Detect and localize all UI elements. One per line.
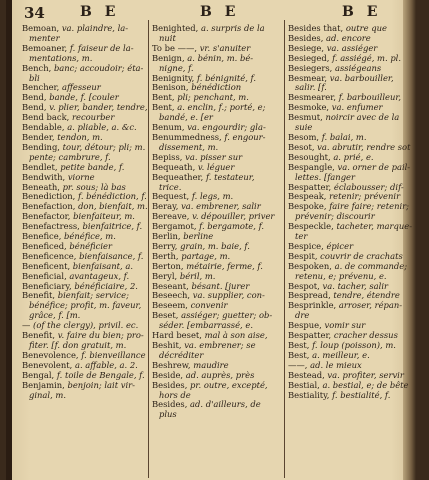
entry-headword: Benignity, (152, 72, 195, 83)
entry-definition: outre que (345, 23, 387, 33)
entry-headword: Benevolence, (22, 349, 79, 360)
entry-definition: tendon, m. (57, 131, 103, 142)
column-header-1: B E (80, 4, 120, 20)
dictionary-entry (152, 381, 278, 401)
entry-headword: Berth, (152, 250, 179, 261)
entry-headword: Benefactress, (22, 221, 80, 232)
dictionary-entry (152, 341, 278, 361)
entry-definition: a. prié, e. (333, 151, 374, 162)
entry-definition: va. profiter, servir (327, 369, 404, 380)
entry-headword: Beneath, (22, 181, 60, 192)
entry-definition: banc; accoudoir; éta-bli (29, 62, 144, 83)
entry-definition: v. léguer (197, 161, 235, 172)
entry-definition: va. tacher, salir (322, 280, 389, 291)
entry-definition: métairie, ferme, f. (186, 260, 263, 271)
entry-headword: Benighted, (152, 23, 199, 33)
entry-definition: a. bestial, e; de bête (322, 379, 409, 390)
entry-headword: Bestiality, (288, 389, 330, 400)
entry-headword: Best, (288, 349, 310, 360)
entry-definition: pli; penchant, m. (177, 92, 249, 103)
entry-definition: mal à son aise, (204, 330, 268, 341)
entry-definition: a. surpris de la nuit (159, 23, 265, 43)
entry-definition: ad. auprès, près (185, 369, 255, 380)
entry-definition: bande, f. [couler (49, 92, 119, 103)
entry-headword: Bespatter, (288, 181, 332, 192)
dictionary-entry (22, 44, 148, 64)
entry-headword: Bent, (152, 102, 175, 113)
entry-headword: Besmoke, (288, 102, 330, 113)
entry-definition: vomir sur (324, 320, 366, 331)
entry-headword: Bepiss, (152, 151, 183, 162)
entry-headword: Bendwith, (22, 171, 66, 182)
entry-definition: va. barbouiller, salir. [f. (295, 72, 394, 93)
entry-headword: Bespit, (288, 250, 318, 261)
entry-headword: Bestead, (288, 369, 325, 380)
entry-definition: va. orner de pail-lettes. [fanger (295, 161, 411, 182)
entry-headword: Beseant, (152, 280, 189, 291)
entry-definition: v. plier, bander, tendre, (49, 102, 148, 113)
entry-headword: Bemoan, (22, 23, 60, 33)
dictionary-entry (152, 311, 278, 331)
entry-definition: viorne (67, 171, 95, 182)
entry-definition: recourber (71, 112, 115, 123)
entry-headword: Bespoken, (288, 260, 332, 271)
entry-definition: petite bande, f. (60, 161, 125, 172)
dictionary-entry (152, 103, 278, 123)
entry-definition: a. bénin, m. bé-nigne, f. (159, 52, 254, 73)
dictionary-column-2 (152, 24, 278, 420)
entry-headword: Besmut, (288, 112, 323, 123)
entry-definition: épicer (326, 240, 354, 251)
entry-headword: Bespoke, (288, 201, 327, 212)
entry-headword: Bending, (22, 141, 60, 152)
dictionary-entry (288, 163, 414, 183)
entry-definition: f. bénédiction, f. (78, 191, 147, 202)
entry-definition: bénéficier (69, 240, 112, 251)
entry-definition: f. assiégé, m. pl. (332, 52, 402, 63)
entry-definition: tacheter, marque-ter (295, 221, 413, 242)
entry-definition: retenir; prévenir (329, 191, 401, 202)
entry-headword: ——, (288, 359, 308, 370)
entry-definition: va. abrutir, rendre sot (317, 141, 411, 152)
entry-definition: f. engour-dissement, m. (159, 131, 266, 152)
entry-definition: f. loup (poisson), m. (312, 340, 396, 350)
entry-definition: pr. outre, excepté, hors de (159, 379, 268, 400)
entry-definition: f. legs, m. (191, 191, 234, 202)
entry-headword: Bespread, (288, 290, 331, 301)
entry-headword: Bespeckle, (288, 221, 334, 232)
entry-headword: Berlin, (152, 231, 181, 242)
entry-headword: Hard beset, (152, 330, 202, 341)
entry-definition: noircir avec de la suie (295, 112, 400, 133)
entry-headword: Besprinkle, (288, 300, 337, 311)
entry-headword: Bespue, (288, 320, 322, 331)
entry-definition: va. supplier, con- (192, 290, 265, 301)
entry-definition: va. enfumer (331, 102, 383, 113)
entry-headword: Benison, (152, 82, 189, 93)
book-gutter-edge (6, 0, 12, 480)
entry-definition: avantageux, f. (69, 270, 130, 281)
entry-headword: Besom, (288, 131, 320, 142)
entry-definition: v. faire du bien; pro-fiter. [f. don gratuit, m. (29, 330, 144, 350)
entry-definition: a. de commande; retenu, e; prévenu, e. (295, 260, 408, 281)
column-header-3: B E (342, 4, 382, 20)
entry-definition: pr. sous; là bas (62, 181, 126, 192)
entry-headword: Bend, (22, 102, 47, 113)
dictionary-entry (152, 24, 278, 44)
entry-definition: affesseur (61, 82, 101, 93)
entry-headword: Besmear, (288, 72, 328, 83)
entry-headword: Bench, (22, 62, 52, 73)
entry-headword: Bemoaner, (22, 42, 68, 53)
entry-definition: f. testateur, trice. (159, 171, 255, 192)
entry-definition: a. enclin, f.; porté, e; bandé, e. [er (159, 102, 266, 123)
dictionary-entry (288, 391, 414, 401)
entry-definition: bienfaisance, f. (79, 250, 144, 261)
entry-headword: Benjamin, (22, 379, 65, 390)
entry-definition: assiégeans (335, 62, 382, 73)
entry-headword: Benediction, (22, 191, 76, 202)
entry-definition: tour, détour; pli; m. pente; cambrure, f. (29, 141, 146, 162)
entry-headword: Bespatter, (288, 330, 332, 341)
entry-definition: va. embrener; se décréditer (159, 340, 256, 360)
entry-headword: Besides, (288, 32, 324, 43)
entry-headword: Benefice, (22, 231, 62, 242)
entry-headword: Bestial, (288, 379, 320, 390)
entry-headword: Bespangle, (288, 161, 335, 172)
entry-definition: partage, m. (181, 250, 231, 261)
dictionary-entry (22, 64, 148, 84)
entry-definition: f. bergamote, f. (199, 221, 265, 232)
column-rule (284, 20, 285, 478)
entry-definition: f. balai, m. (321, 131, 367, 142)
dictionary-column-1 (22, 24, 148, 400)
entry-definition: assiéger; guetter; ob-séder. [embarrassé, e. (159, 310, 273, 331)
dictionary-entry (288, 74, 414, 94)
entry-headword: — (22, 320, 31, 331)
entry-definition: f. bénignité, f. (196, 72, 256, 83)
entry-headword: Besides that, (288, 23, 344, 33)
entry-headword: Besot, (288, 141, 315, 152)
entry-headword: Benum, (152, 122, 185, 133)
entry-headword: Beryl, (152, 270, 178, 281)
entry-definition: ad. d'ailleurs, de plus (159, 399, 261, 420)
dictionary-entry (22, 331, 148, 351)
entry-definition: bienfaitrice, f. (82, 221, 143, 232)
dictionary-entry (288, 301, 414, 321)
entry-headword: Benefaction, (22, 201, 76, 212)
entry-headword: Bergamot, (152, 221, 197, 232)
entry-definition: a. pliable, a. &c. (67, 122, 137, 133)
entry-headword: Beneficent, (22, 260, 71, 271)
column-header-2: B E (200, 4, 240, 20)
entry-definition: éclabousser; dif- (333, 181, 404, 192)
entry-definition: v. dépouiller, priver (192, 211, 275, 222)
entry-definition: arroser, répan-dre (295, 300, 403, 321)
dictionary-column-3 (288, 24, 414, 400)
dictionary-entry (22, 291, 148, 321)
entry-headword: Bequeath, (152, 161, 196, 172)
entry-headword: Benefit, (22, 290, 56, 301)
entry-definition: a. meilleur, e. (312, 349, 370, 360)
entry-definition: (of the clergy), privil. ec. (33, 320, 139, 331)
entry-definition: bienfaisant, a. (72, 260, 133, 271)
entry-definition: ad. encore (326, 32, 371, 43)
entry-headword: Besmearer, (288, 92, 337, 103)
entry-definition: don, bienfait, m. (78, 201, 148, 212)
dictionary-entry (152, 133, 278, 153)
entry-definition: couvrir de crachats (320, 250, 403, 261)
entry-definition: faire faire; retenir; prévenir; discourir (295, 201, 409, 222)
entry-definition: va. plaindre, la-menter (29, 23, 129, 43)
entry-headword: Bereave, (152, 211, 190, 222)
entry-headword: Beneficed, (22, 240, 67, 251)
entry-headword: Benefactor, (22, 211, 71, 222)
entry-headword: Besides, (152, 379, 188, 390)
entry-headword: Benevolent, (22, 359, 73, 370)
dictionary-entry (288, 202, 414, 222)
entry-headword: Beneficial, (22, 270, 67, 281)
entry-headword: Bend back, (22, 112, 70, 123)
entry-definition: bénédiction (191, 82, 242, 93)
entry-headword: Beseech, (152, 290, 191, 301)
entry-headword: Benefit, (22, 330, 56, 341)
entry-definition: benjoin; lait vir-ginal, m. (29, 379, 135, 400)
dictionary-entry (152, 54, 278, 74)
entry-headword: Bender, (22, 131, 55, 142)
entry-definition: convenir (190, 300, 228, 311)
dictionary-entry (288, 222, 414, 242)
entry-headword: Beside, (152, 369, 184, 380)
entry-headword: Benummedness, (152, 131, 222, 142)
entry-headword: Beshrew, (152, 359, 191, 370)
entry-headword: Bend, (22, 92, 47, 103)
entry-headword: Beshit, (152, 340, 182, 350)
entry-headword: To be ——, (152, 42, 198, 53)
entry-definition: berline (183, 231, 214, 242)
entry-definition: f. bienveillance (81, 349, 146, 360)
entry-headword: Bencher, (22, 82, 60, 93)
entry-headword: Beset, (152, 310, 179, 321)
entry-definition: f. toile de Bengale, f. (56, 369, 145, 380)
entry-definition: f. faiseur de la-mentations, m. (29, 42, 134, 63)
entry-headword: Besiegers, (288, 62, 333, 73)
entry-headword: Bengal, (22, 369, 55, 380)
entry-definition: béril, m. (179, 270, 216, 281)
dictionary-page (6, 0, 416, 480)
entry-headword: Bendable, (22, 122, 65, 133)
entry-headword: Bespeak, (288, 191, 327, 202)
dictionary-entry (152, 400, 278, 420)
column-rule (148, 20, 149, 478)
entry-definition: va. engourdir; gla- (187, 122, 266, 133)
dictionary-entry (288, 113, 414, 133)
entry-headword: Besides, (152, 399, 188, 410)
entry-headword: Benign, (152, 52, 185, 63)
entry-definition: f. bestialité, f. (332, 389, 391, 400)
entry-headword: Besiege, (288, 42, 325, 53)
dictionary-entry (152, 173, 278, 193)
entry-headword: Bendlet, (22, 161, 58, 172)
entry-headword: Bequest, (152, 191, 190, 202)
entry-headword: Besieged, (288, 52, 330, 63)
entry-headword: Bespot, (288, 280, 320, 291)
entry-headword: Bespice, (288, 240, 324, 251)
entry-headword: Beneficiary, (22, 280, 72, 291)
entry-definition: maudire (193, 359, 229, 370)
entry-definition: f. barbouilleur, (338, 92, 402, 103)
entry-headword: Beneficence, (22, 250, 77, 261)
entry-definition: va. assiéger (326, 42, 378, 53)
entry-headword: Best, (288, 340, 310, 350)
dictionary-entry (22, 143, 148, 163)
entry-definition: tendre, étendre (333, 290, 400, 301)
entry-headword: Berton, (152, 260, 184, 271)
entry-definition: va. embrener, salir (181, 201, 261, 212)
entry-headword: Beseem, (152, 300, 188, 311)
entry-definition: vr. s'anuiter (199, 42, 251, 53)
entry-definition: bienfaiteur, m. (73, 211, 135, 222)
entry-headword: Besought, (288, 151, 331, 162)
entry-definition: va. pisser sur (185, 151, 243, 162)
dictionary-entry (22, 24, 148, 44)
entry-definition: bénéfice, m. (64, 231, 116, 242)
entry-headword: Berry, (152, 240, 178, 251)
entry-definition: cracher dessus (333, 330, 398, 341)
entry-definition: grain, m. baie, f. (180, 240, 250, 251)
entry-definition: a. affable, a. 2. (74, 359, 138, 370)
entry-definition: bésant. [jurer (191, 280, 250, 291)
dictionary-entry (22, 381, 148, 401)
dictionary-entry (288, 262, 414, 282)
entry-headword: Bequeather, (152, 171, 204, 182)
entry-headword: Beray, (152, 201, 179, 212)
entry-definition: ad. le mieux (310, 359, 362, 370)
entry-definition: bienfait; service; bénéfice; profit, m. faveur, grâce, f. [m. (29, 290, 142, 321)
page-number: 34 (24, 4, 45, 22)
entry-headword: Bent, (152, 92, 175, 103)
entry-definition: bénéficiaire, 2. (74, 280, 138, 291)
